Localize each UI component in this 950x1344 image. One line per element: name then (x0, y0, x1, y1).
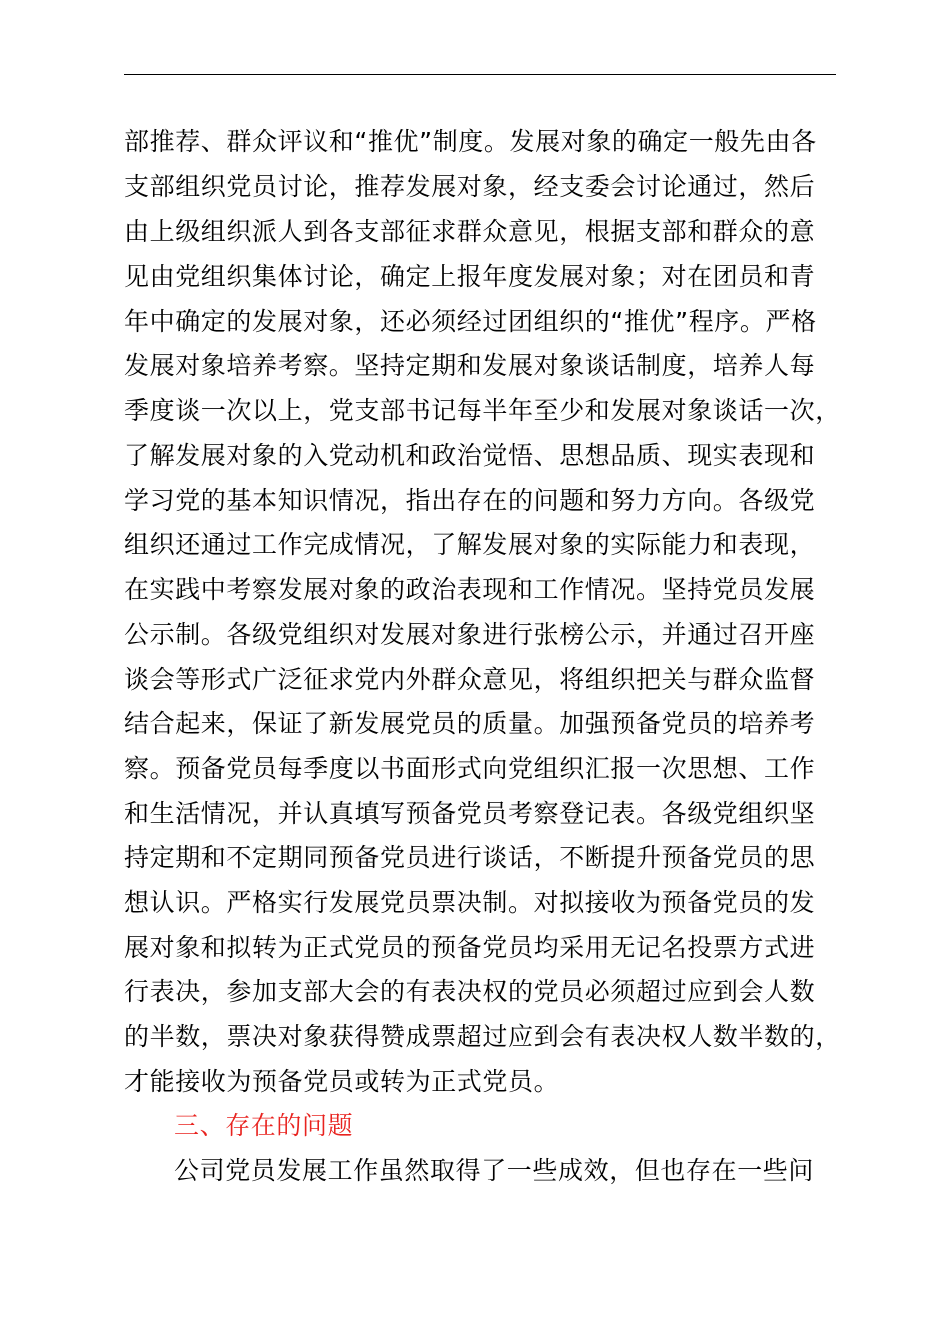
body-line-5: 年中确定的发展对象，还必须经过团组织的“推优”程序。严格 (124, 307, 817, 336)
body-line-13: 谈会等形式广泛征求党内外群众意见，将组织把关与群众监督 (124, 665, 816, 694)
body-line-3: 由上级组织派人到各支部征求群众意见，根据支部和群众的意 (124, 217, 816, 246)
body-line-19: 展对象和拟转为正式党员的预备党员均采用无记名投票方式进 (124, 933, 816, 962)
body-line-16: 和生活情况，并认真填写预备党员考察登记表。各级党组织坚 (124, 799, 816, 828)
body-line-17: 持定期和不定期同预备党员进行谈话，不断提升预备党员的思 (124, 843, 816, 872)
body-line-20: 行表决，参加支部大会的有表决权的党员必须超过应到会人数 (124, 977, 816, 1006)
body-line-21: 的半数，票决对象获得赞成票超过应到会有表决权人数半数的， (124, 1022, 841, 1051)
body-line-22: 才能接收为预备党员或转为正式党员。 (124, 1067, 560, 1096)
section-heading: 三、存在的问题 (174, 1111, 354, 1140)
body-line-11: 在实践中考察发展对象的政治表现和工作情况。坚持党员发展 (124, 575, 816, 604)
body-line-10: 组织还通过工作完成情况，了解发展对象的实际能力和表现， (124, 530, 816, 559)
body-line-14: 结合起来，保证了新发展党员的质量。加强预备党员的培养考 (124, 709, 816, 738)
body-line-1: 部推荐、群众评议和“推优”制度。发展对象的确定一般先由各 (124, 127, 817, 156)
body-line-8: 了解发展对象的入党动机和政治觉悟、思想品质、现实表现和 (124, 441, 816, 470)
body-line-15: 察。预备党员每季度以书面形式向党组织汇报一次思想、工作 (124, 754, 816, 783)
body-line-12: 公示制。各级党组织对发展对象进行张榜公示，并通过召开座 (124, 620, 816, 649)
next-paragraph-line: 公司党员发展工作虽然取得了一些成效，但也存在一些问 (174, 1156, 815, 1185)
body-line-7: 季度谈一次以上，党支部书记每半年至少和发展对象谈话一次， (124, 396, 841, 425)
header-rule (124, 74, 836, 75)
body-line-18: 想认识。严格实行发展党员票决制。对拟接收为预备党员的发 (124, 888, 816, 917)
body-line-6: 发展对象培养考察。坚持定期和发展对象谈话制度，培养人每 (124, 351, 816, 380)
body-line-2: 支部组织党员讨论，推荐发展对象，经支委会讨论通过，然后 (124, 172, 816, 201)
body-line-9: 学习党的基本知识情况，指出存在的问题和努力方向。各级党 (124, 486, 816, 515)
body-line-4: 见由党组织集体讨论，确定上报年度发展对象；对在团员和青 (124, 262, 816, 291)
